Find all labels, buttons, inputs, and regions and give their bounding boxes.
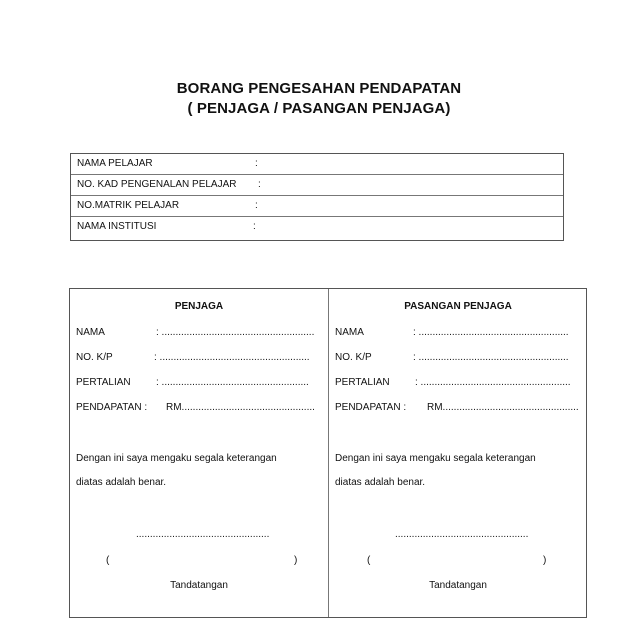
institution-colon: : xyxy=(253,221,256,232)
penjaga-nama-label: NAMA xyxy=(76,327,105,338)
pasangan-signature-label: Tandatangan xyxy=(429,580,487,591)
guardian-table xyxy=(69,288,587,618)
penjaga-kp-label: NO. K/P xyxy=(76,352,113,363)
student-ic-row xyxy=(71,175,563,196)
penjaga-pertalian-field xyxy=(76,377,322,391)
pasangan-pertalian-value: : ...................................................... xyxy=(415,377,571,388)
penjaga-pendapatan-field xyxy=(76,402,322,416)
student-matric-label: NO.MATRIK PELAJAR xyxy=(77,200,180,211)
form-title: BORANG PENGESAHAN PENDAPATAN xyxy=(176,80,462,97)
pasangan-pertalian-label: PERTALIAN xyxy=(335,377,390,388)
penjaga-column xyxy=(70,289,328,617)
institution-label: NAMA INSTITUSI xyxy=(77,221,157,232)
pasangan-column xyxy=(329,289,587,617)
penjaga-nama-field xyxy=(76,327,322,341)
penjaga-paren-close: ) xyxy=(294,555,298,566)
pasangan-paren-open: ( xyxy=(367,555,371,566)
pasangan-kp-label: NO. K/P xyxy=(335,352,372,363)
pasangan-kp-field xyxy=(335,352,581,366)
student-ic-colon: : xyxy=(258,179,261,190)
student-ic-label: NO. KAD PENGENALAN PELAJAR xyxy=(77,179,237,190)
pasangan-pendapatan-field xyxy=(335,402,581,416)
student-name-colon: : xyxy=(255,158,258,169)
pasangan-nama-value: : ...................................................... xyxy=(413,327,569,338)
pasangan-pendapatan-label: PENDAPATAN : xyxy=(335,402,407,413)
pasangan-pendapatan-value: RM................................................. xyxy=(427,402,579,413)
pasangan-nama-label: NAMA xyxy=(335,327,364,338)
penjaga-nama-value: : ....................................................... xyxy=(156,327,315,338)
pasangan-paren-close: ) xyxy=(543,555,547,566)
penjaga-signature-label: Tandatangan xyxy=(170,580,228,591)
penjaga-declaration-line2: diatas adalah benar. xyxy=(76,477,167,488)
pasangan-nama-field xyxy=(335,327,581,341)
student-info-table xyxy=(70,153,564,241)
penjaga-pendapatan-label: PENDAPATAN : xyxy=(76,402,148,413)
penjaga-pertalian-label: PERTALIAN xyxy=(76,377,131,388)
student-name-label: NAMA PELAJAR xyxy=(77,158,153,169)
pasangan-pertalian-field xyxy=(335,377,581,391)
pasangan-heading: PASANGAN PENJAGA xyxy=(404,301,512,312)
pasangan-declaration-line2: diatas adalah benar. xyxy=(335,477,426,488)
pasangan-signature-line: ................................................ xyxy=(395,529,529,540)
penjaga-pertalian-value: : ..................................................... xyxy=(156,377,309,388)
penjaga-pendapatan-value: RM................................................ xyxy=(166,402,315,413)
student-name-row xyxy=(71,154,563,175)
penjaga-signature-line: ................................................ xyxy=(136,529,270,540)
student-matric-colon: : xyxy=(255,200,258,211)
penjaga-kp-value: : ...................................................... xyxy=(154,352,310,363)
student-matric-row xyxy=(71,196,563,217)
penjaga-paren-open: ( xyxy=(106,555,110,566)
penjaga-kp-field xyxy=(76,352,322,366)
penjaga-heading: PENJAGA xyxy=(174,301,224,312)
pasangan-kp-value: : ...................................................... xyxy=(413,352,569,363)
pasangan-declaration-line1: Dengan ini saya mengaku segala keterangan xyxy=(335,453,536,464)
penjaga-declaration-line1: Dengan ini saya mengaku segala keterangan xyxy=(76,453,277,464)
form-subtitle: ( PENJAGA / PASANGAN PENJAGA) xyxy=(187,100,451,117)
institution-row xyxy=(71,217,563,238)
